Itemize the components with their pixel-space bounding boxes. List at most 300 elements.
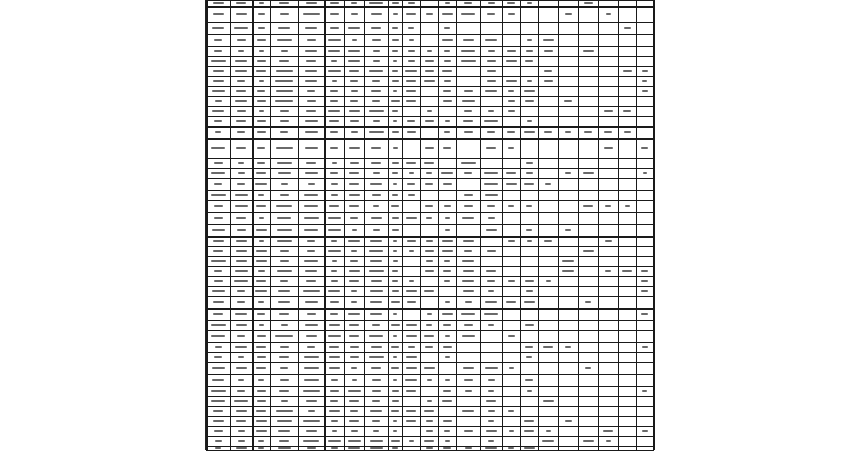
row-rule — [206, 22, 654, 23]
row-rule — [206, 436, 654, 437]
cell-text-mark — [487, 60, 496, 62]
cell-text-mark — [463, 367, 474, 369]
cell-text-mark — [486, 400, 496, 402]
cell-text-mark — [280, 13, 289, 15]
cell-text-mark — [370, 440, 383, 442]
cell-text-mark — [443, 346, 452, 348]
cell-text-mark — [258, 270, 265, 272]
cell-text-mark — [442, 240, 453, 242]
cell-text-mark — [214, 356, 222, 358]
cell-text-mark — [279, 356, 289, 358]
column-rule — [480, 0, 481, 450]
cell-text-mark — [214, 120, 222, 122]
cell-text-mark — [332, 430, 337, 432]
cell-text-mark — [349, 280, 359, 282]
cell-text-mark — [484, 172, 498, 174]
cell-text-mark — [349, 205, 359, 207]
cell-text-mark — [329, 410, 340, 412]
cell-text-mark — [214, 270, 222, 272]
row-rule — [206, 126, 654, 128]
cell-text-mark — [276, 147, 293, 149]
cell-text-mark — [508, 280, 515, 282]
column-rule — [520, 0, 521, 450]
cell-text-mark — [485, 447, 497, 449]
cell-text-mark — [392, 400, 399, 402]
row-rule — [206, 46, 654, 47]
cell-text-mark — [212, 90, 225, 92]
cell-text-mark — [409, 172, 414, 174]
cell-text-mark — [215, 100, 222, 102]
cell-text-mark — [305, 147, 318, 149]
cell-text-mark — [277, 270, 292, 272]
cell-text-mark — [328, 335, 341, 337]
row-rule — [206, 224, 654, 225]
cell-text-mark — [409, 280, 414, 282]
cell-text-mark — [256, 205, 266, 207]
cell-text-mark — [213, 301, 224, 303]
cell-text-mark — [370, 260, 382, 262]
cell-text-mark — [211, 400, 225, 402]
cell-text-mark — [527, 39, 532, 41]
cell-text-mark — [392, 280, 398, 282]
cell-text-mark — [259, 240, 264, 242]
cell-text-mark — [211, 324, 226, 326]
cell-text-mark — [462, 260, 474, 262]
cell-text-mark — [348, 60, 360, 62]
cell-text-mark — [348, 440, 361, 442]
cell-text-mark — [486, 229, 497, 231]
cell-text-mark — [371, 13, 382, 15]
cell-text-mark — [255, 183, 267, 185]
cell-text-mark — [544, 70, 552, 72]
cell-text-mark — [369, 2, 383, 4]
cell-text-mark — [329, 356, 340, 358]
cell-text-mark — [332, 260, 337, 262]
cell-text-mark — [445, 2, 450, 4]
cell-text-mark — [604, 110, 613, 112]
cell-text-mark — [349, 183, 359, 185]
cell-text-mark — [545, 183, 551, 185]
cell-text-mark — [487, 13, 495, 15]
cell-text-mark — [351, 2, 357, 4]
cell-text-mark — [372, 39, 381, 41]
cell-text-mark — [256, 172, 266, 174]
cell-text-mark — [256, 410, 266, 412]
cell-text-mark — [445, 440, 450, 442]
cell-text-mark — [424, 335, 434, 337]
cell-text-mark — [584, 131, 592, 133]
cell-text-mark — [583, 172, 594, 174]
cell-text-mark — [370, 240, 382, 242]
row-rule — [206, 236, 654, 238]
cell-text-mark — [211, 147, 225, 149]
cell-text-mark — [352, 39, 357, 41]
cell-text-mark — [280, 367, 288, 369]
cell-text-mark — [461, 313, 475, 315]
cell-text-mark — [372, 420, 380, 422]
cell-text-mark — [408, 60, 415, 62]
cell-text-mark — [257, 147, 265, 149]
cell-text-mark — [406, 217, 417, 219]
cell-text-mark — [213, 80, 224, 82]
cell-text-mark — [603, 430, 613, 432]
cell-text-mark — [349, 270, 360, 272]
cell-text-mark — [237, 229, 246, 231]
cell-text-mark — [259, 110, 264, 112]
cell-text-mark — [276, 90, 293, 92]
cell-text-mark — [279, 313, 289, 315]
cell-text-mark — [426, 430, 433, 432]
cell-text-mark — [330, 301, 339, 303]
cell-text-mark — [373, 205, 379, 207]
cell-text-mark — [330, 2, 339, 4]
cell-text-mark — [392, 162, 399, 164]
cell-text-mark — [370, 447, 383, 449]
cell-text-mark — [370, 313, 382, 315]
cell-text-mark — [277, 229, 292, 231]
cell-text-mark — [259, 217, 264, 219]
cell-text-mark — [408, 194, 415, 196]
column-rule — [558, 0, 559, 450]
cell-text-mark — [349, 194, 360, 196]
cell-text-mark — [562, 270, 574, 272]
cell-text-mark — [281, 50, 288, 52]
cell-text-mark — [546, 430, 551, 432]
cell-text-mark — [507, 50, 516, 52]
cell-text-mark — [237, 390, 245, 392]
cell-text-mark — [642, 346, 648, 348]
cell-text-mark — [584, 2, 593, 4]
cell-text-mark — [641, 313, 648, 315]
cell-text-mark — [372, 379, 381, 381]
cell-text-mark — [406, 13, 416, 15]
cell-text-mark — [488, 390, 494, 392]
cell-text-mark — [484, 183, 498, 185]
cell-text-mark — [305, 172, 318, 174]
cell-text-mark — [369, 250, 383, 252]
cell-text-mark — [277, 39, 292, 41]
cell-text-mark — [278, 290, 290, 292]
cell-text-mark — [371, 147, 381, 149]
cell-text-mark — [424, 410, 434, 412]
cell-text-mark — [524, 447, 535, 449]
cell-text-mark — [484, 120, 498, 122]
cell-text-mark — [443, 447, 451, 449]
column-rule — [402, 0, 403, 450]
cell-text-mark — [407, 120, 415, 122]
cell-text-mark — [445, 379, 450, 381]
cell-text-mark — [393, 313, 397, 315]
cell-text-mark — [427, 400, 432, 402]
cell-text-mark — [507, 131, 515, 133]
row-rule — [206, 6, 654, 8]
cell-text-mark — [212, 290, 225, 292]
cell-text-mark — [214, 162, 223, 164]
cell-text-mark — [257, 313, 265, 315]
cell-text-mark — [488, 440, 494, 442]
cell-text-mark — [214, 430, 223, 432]
cell-text-mark — [308, 410, 315, 412]
cell-text-mark — [525, 100, 534, 102]
cell-text-mark — [237, 335, 245, 337]
cell-text-mark — [462, 100, 475, 102]
cell-text-mark — [426, 324, 432, 326]
cell-text-mark — [278, 447, 291, 449]
cell-text-mark — [393, 430, 397, 432]
cell-text-mark — [508, 110, 515, 112]
cell-text-mark — [488, 110, 494, 112]
cell-text-mark — [391, 440, 400, 442]
cell-text-mark — [211, 260, 226, 262]
cell-text-mark — [303, 440, 319, 442]
cell-text-mark — [406, 410, 416, 412]
cell-text-mark — [280, 194, 289, 196]
cell-text-mark — [237, 290, 245, 292]
cell-text-mark — [583, 250, 594, 252]
cell-text-mark — [349, 420, 359, 422]
cell-text-mark — [212, 110, 224, 112]
cell-text-mark — [443, 147, 451, 149]
cell-text-mark — [304, 356, 319, 358]
cell-text-mark — [329, 324, 340, 326]
cell-text-mark — [407, 183, 415, 185]
cell-text-mark — [407, 301, 416, 303]
cell-text-mark — [213, 70, 224, 72]
column-rule — [230, 0, 231, 450]
cell-text-mark — [507, 2, 515, 4]
cell-text-mark — [464, 2, 472, 4]
cell-text-mark — [329, 367, 340, 369]
cell-text-mark — [351, 250, 357, 252]
cell-text-mark — [442, 250, 453, 252]
cell-text-mark — [372, 100, 380, 102]
cell-text-mark — [506, 301, 516, 303]
column-rule — [578, 0, 579, 450]
cell-text-mark — [392, 50, 398, 52]
cell-text-mark — [303, 290, 320, 292]
cell-text-mark — [565, 172, 571, 174]
row-rule — [206, 96, 654, 97]
cell-text-mark — [237, 110, 246, 112]
row-rule — [206, 320, 654, 321]
cell-text-mark — [583, 440, 594, 442]
cell-text-mark — [256, 346, 266, 348]
cell-text-mark — [350, 356, 359, 358]
cell-text-mark — [426, 447, 433, 449]
cell-text-mark — [234, 280, 248, 282]
cell-text-mark — [427, 379, 432, 381]
cell-text-mark — [256, 420, 267, 422]
cell-text-mark — [524, 301, 535, 303]
cell-text-mark — [372, 80, 380, 82]
cell-text-mark — [259, 324, 264, 326]
cell-text-mark — [328, 110, 340, 112]
cell-text-mark — [391, 324, 400, 326]
cell-text-mark — [371, 217, 382, 219]
cell-text-mark — [406, 390, 416, 392]
cell-text-mark — [280, 131, 288, 133]
cell-text-mark — [442, 313, 453, 315]
cell-text-mark — [236, 324, 247, 326]
cell-text-mark — [237, 131, 245, 133]
cell-text-mark — [349, 172, 359, 174]
cell-text-mark — [583, 205, 593, 207]
cell-text-mark — [212, 379, 224, 381]
cell-text-mark — [307, 250, 315, 252]
cell-text-mark — [464, 110, 472, 112]
cell-text-mark — [392, 70, 398, 72]
cell-text-mark — [280, 346, 289, 348]
cell-text-mark — [348, 240, 360, 242]
cell-text-mark — [642, 430, 648, 432]
cell-text-mark — [304, 229, 318, 231]
column-rule — [270, 0, 271, 450]
cell-text-mark — [351, 430, 358, 432]
cell-text-mark — [369, 131, 384, 133]
cell-text-mark — [543, 400, 554, 402]
cell-text-mark — [425, 147, 434, 149]
cell-text-mark — [236, 240, 247, 242]
cell-text-mark — [406, 335, 417, 337]
cell-text-mark — [329, 346, 339, 348]
cell-text-mark — [279, 440, 289, 442]
cell-text-mark — [328, 229, 341, 231]
cell-text-mark — [406, 80, 416, 82]
cell-text-mark — [348, 27, 360, 29]
cell-text-mark — [277, 217, 291, 219]
cell-text-mark — [426, 217, 432, 219]
cell-text-mark — [406, 420, 416, 422]
cell-text-mark — [391, 410, 399, 412]
cell-text-mark — [275, 335, 293, 337]
cell-text-mark — [351, 367, 357, 369]
cell-text-mark — [604, 131, 612, 133]
cell-text-mark — [487, 280, 495, 282]
cell-text-mark — [525, 324, 534, 326]
cell-text-mark — [305, 131, 318, 133]
cell-text-mark — [257, 90, 265, 92]
column-rule — [456, 0, 457, 450]
column-rule — [438, 0, 439, 450]
row-rule — [206, 246, 654, 247]
cell-text-mark — [306, 430, 317, 432]
cell-text-mark — [604, 147, 613, 149]
cell-text-mark — [350, 120, 359, 122]
cell-text-mark — [391, 301, 400, 303]
cell-text-mark — [487, 80, 496, 82]
cell-text-mark — [392, 290, 399, 292]
cell-text-mark — [424, 162, 434, 164]
row-rule — [206, 178, 654, 179]
cell-text-mark — [425, 205, 433, 207]
cell-text-mark — [462, 280, 474, 282]
cell-text-mark — [524, 131, 535, 133]
cell-text-mark — [583, 50, 594, 52]
cell-text-mark — [371, 162, 381, 164]
cell-text-mark — [427, 313, 432, 315]
cell-text-mark — [329, 205, 339, 207]
row-rule — [206, 396, 654, 397]
cell-text-mark — [643, 172, 647, 174]
cell-text-mark — [525, 379, 533, 381]
cell-text-mark — [409, 39, 414, 41]
cell-text-mark — [370, 183, 382, 185]
cell-text-mark — [488, 410, 495, 412]
cell-text-mark — [370, 301, 382, 303]
cell-text-mark — [212, 27, 224, 29]
cell-text-mark — [257, 400, 266, 402]
cell-text-mark — [464, 250, 472, 252]
cell-text-mark — [392, 447, 398, 449]
cell-text-mark — [464, 324, 473, 326]
cell-text-mark — [391, 100, 400, 102]
cell-text-mark — [485, 39, 497, 41]
cell-text-mark — [373, 229, 380, 231]
cell-text-mark — [331, 183, 338, 185]
cell-text-mark — [524, 430, 534, 432]
cell-text-mark — [526, 356, 532, 358]
cell-text-mark — [236, 260, 247, 262]
cell-text-mark — [257, 60, 266, 62]
cell-text-mark — [527, 120, 532, 122]
cell-text-mark — [624, 131, 631, 133]
cell-text-mark — [280, 280, 288, 282]
cell-text-mark — [256, 367, 266, 369]
cell-text-mark — [278, 172, 291, 174]
cell-text-mark — [464, 90, 473, 92]
row-rule — [206, 256, 654, 257]
cell-text-mark — [526, 50, 533, 52]
row-rule — [206, 190, 654, 191]
cell-text-mark — [461, 60, 476, 62]
row-rule — [206, 138, 654, 140]
cell-text-mark — [527, 240, 532, 242]
cell-text-mark — [393, 335, 397, 337]
cell-text-mark — [330, 27, 339, 29]
cell-text-mark — [213, 2, 224, 4]
cell-text-mark — [373, 172, 380, 174]
cell-text-mark — [330, 390, 339, 392]
cell-text-mark — [406, 367, 417, 369]
cell-text-mark — [524, 90, 535, 92]
row-rule — [206, 168, 654, 169]
cell-text-mark — [236, 13, 247, 15]
cell-text-mark — [442, 70, 452, 72]
row-rule — [206, 200, 654, 201]
cell-text-mark — [350, 80, 358, 82]
cell-text-mark — [641, 290, 648, 292]
cell-text-mark — [371, 27, 381, 29]
cell-text-mark — [281, 183, 288, 185]
cell-text-mark — [426, 420, 433, 422]
cell-text-mark — [372, 324, 380, 326]
cell-text-mark — [307, 39, 316, 41]
cell-text-mark — [280, 120, 289, 122]
cell-text-mark — [308, 183, 315, 185]
cell-text-mark — [372, 194, 381, 196]
cell-text-mark — [393, 420, 397, 422]
cell-text-mark — [330, 313, 338, 315]
row-rule — [206, 296, 654, 297]
cell-text-mark — [425, 346, 433, 348]
cell-text-mark — [306, 162, 316, 164]
cell-text-mark — [606, 440, 611, 442]
cell-text-mark — [392, 229, 399, 231]
cell-text-mark — [236, 410, 247, 412]
cell-text-mark — [408, 346, 415, 348]
cell-text-mark — [305, 80, 317, 82]
cell-text-mark — [371, 367, 381, 369]
